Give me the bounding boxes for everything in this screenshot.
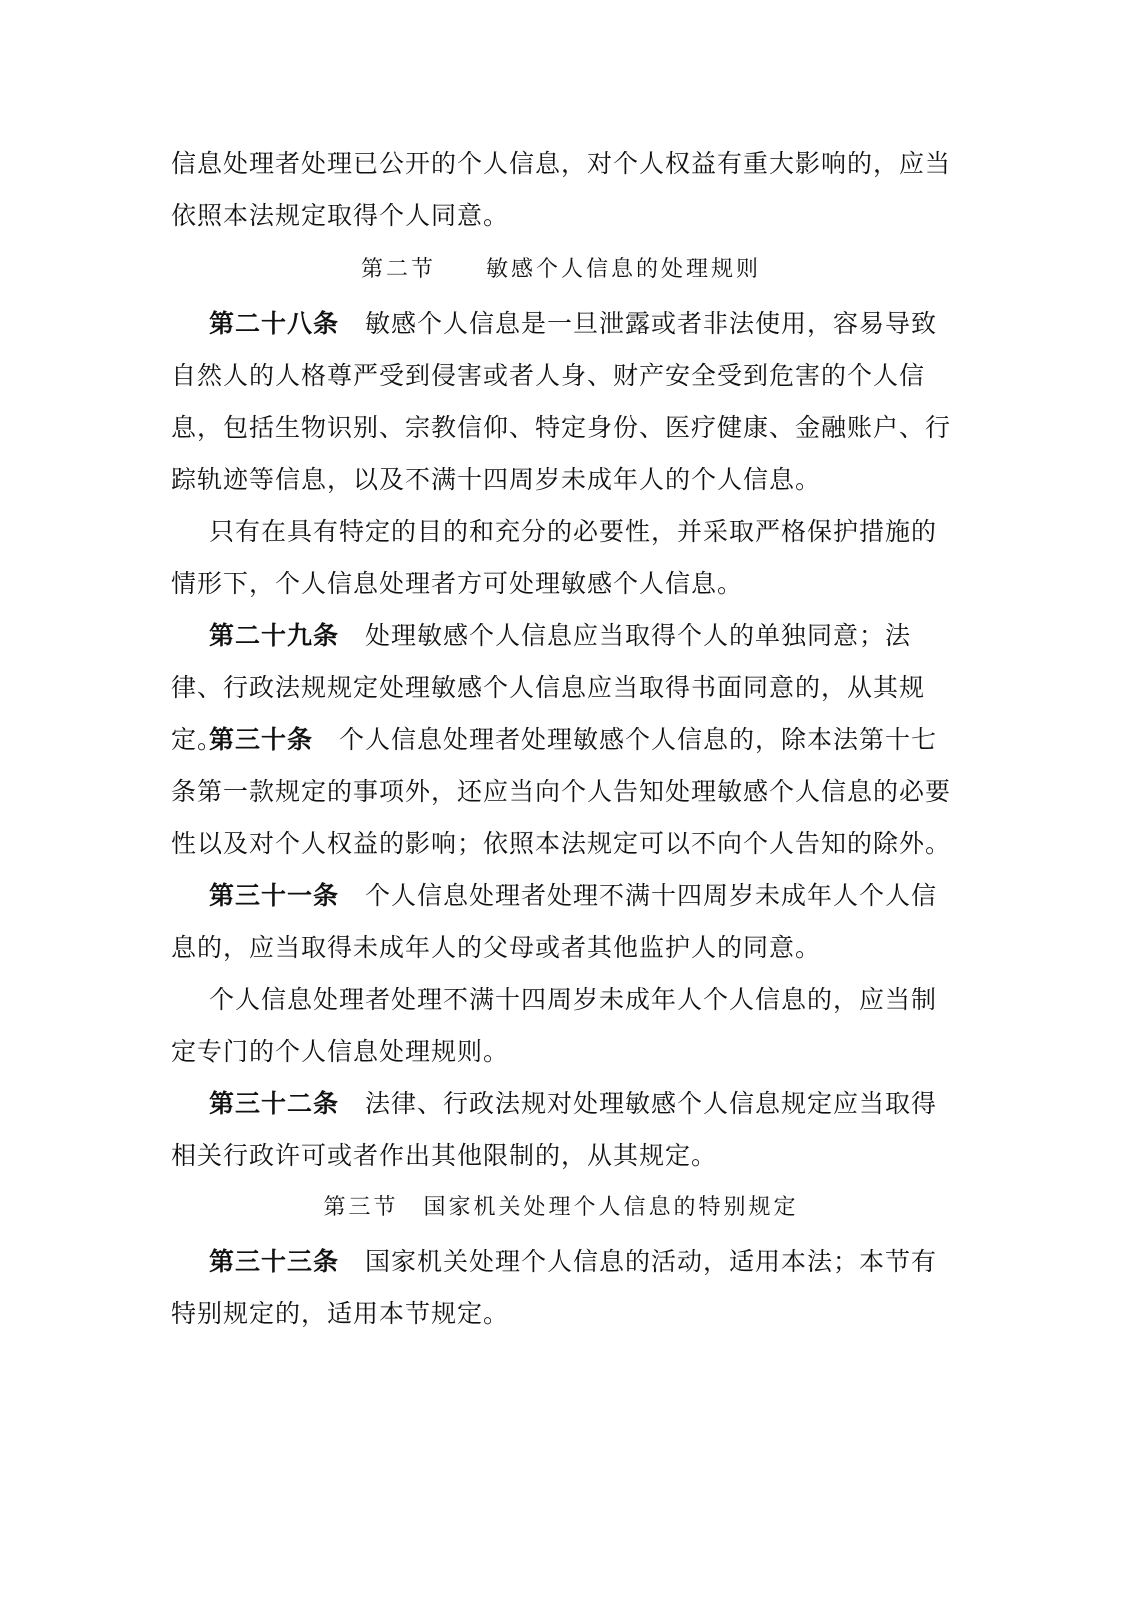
article-text: 敏感个人信息是一旦泄露或者非法使用，容易导致自然人的人格尊严受到侵害或者人身、财产安全受到危害的个人信息，包括生物识别、宗教信仰、特定身份、医疗健康、金融账户、行踪轨迹等信息，以及不满十四周岁未成年人的个人信息。 [171, 309, 952, 494]
article-30 [171, 714, 951, 870]
article-text: 个人信息处理者处理敏感个人信息的，除本法第十七条第一款规定的事项外，还应当向个人告知处理敏感个人信息的必要性以及对个人权益的影响；依照本法规定可以不向个人告知的除外。 [171, 725, 952, 858]
paragraph-text: 只有在具有特定的目的和充分的必要性，并采取严格保护措施的情形下，个人信息处理者方可处理敏感个人信息。 [171, 517, 938, 598]
paragraph-text: 信息处理者处理已公开的个人信息，对个人权益有重大影响的，应当依照本法规定取得个人同意。 [171, 149, 952, 230]
article-number: 第二十九条 [209, 621, 340, 650]
article-text: 国家机关处理个人信息的活动，适用本法；本节有特别规定的，适用本节规定。 [171, 1247, 938, 1328]
article-31-paragraph-2 [171, 974, 951, 1078]
section-heading-3: 第三节 国家机关处理个人信息的特别规定 [323, 1195, 799, 1220]
article-number: 第三十一条 [209, 881, 340, 910]
article-28 [171, 298, 951, 506]
article-31 [171, 870, 951, 974]
article-32 [171, 1078, 951, 1182]
article-number: 第三十条 [209, 725, 314, 754]
article-33 [171, 1236, 951, 1340]
article-text: 处理敏感个人信息应当取得个人的单独同意；法律、行政法规规定处理敏感个人信息应当取得书面同意的，从其规定。 [171, 621, 926, 754]
article-28-paragraph-2 [171, 506, 951, 610]
paragraph-text: 个人信息处理者处理不满十四周岁未成年人个人信息的，应当制定专门的个人信息处理规则。 [171, 985, 938, 1066]
paragraph-continuation [171, 138, 951, 242]
article-number: 第三十三条 [209, 1247, 340, 1276]
article-text: 个人信息处理者处理不满十四周岁未成年人个人信息的，应当取得未成年人的父母或者其他监护人的同意。 [171, 881, 938, 962]
article-number: 第二十八条 [209, 309, 340, 338]
section-heading-2: 第二节 敏感个人信息的处理规则 [360, 257, 761, 282]
article-number: 第三十二条 [209, 1089, 340, 1118]
article-text: 法律、行政法规对处理敏感个人信息规定应当取得相关行政许可或者作出其他限制的，从其规定。 [171, 1089, 938, 1170]
